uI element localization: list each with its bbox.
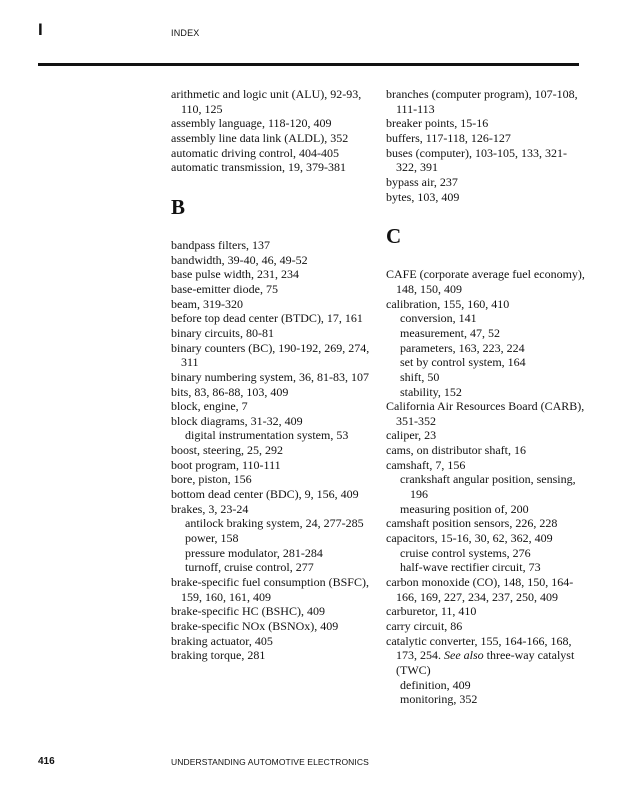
index-entry: cams, on distributor shaft, 16 [386,443,526,458]
index-entry: carbon monoxide (CO), 148, 150, 164-166, 169, 227, 234, 237, 250, 409 [386,575,574,604]
index-entry: block diagrams, 31-32, 409 [171,413,303,428]
index-entry: bypass air, 237 [386,174,458,189]
index-entry: bytes, 103, 409 [386,189,460,204]
index-entry: carburetor, 11, 410 [386,604,477,619]
index-entry: automatic transmission, 19, 379-381 [171,160,346,175]
index-entry: assembly line data link (ALDL), 352 [171,130,349,145]
index-entry: bore, piston, 156 [171,472,252,487]
index-entry: boost, steering, 25, 292 [171,443,283,458]
section-letter: I [38,20,43,39]
index-entry: brake-specific NOx (BSNOx), 409 [171,619,339,633]
index-entry: braking actuator, 405 [171,633,273,648]
index-subentry: parameters, 163, 223, 224 [400,340,525,355]
index-entry: buses (computer), 103-105, 133, 321-322, 391 [386,145,567,175]
index-entry: carry circuit, 86 [386,619,463,633]
index-entry: bits, 83, 86-88, 103, 409 [171,384,289,399]
index-subentry: set by control system, 164 [400,355,526,370]
index-entry: brake-specific fuel consumption (BSFC), 159, 160, 161, 409 [171,575,369,604]
index-entry: California Air Resources Board (CARB), 351-352 [386,399,585,428]
see-also-label: See also [444,648,484,663]
index-entry: arithmetic and logic unit (ALU), 92-93, 110, 125 [171,87,362,116]
see-also-target: three-way catalyst (TWC) [396,648,575,677]
index-entry: CAFE (corporate average fuel economy), 148, 150, 409 [386,267,585,296]
index-entry: boot program, 110-111 [171,457,281,472]
index-entry: block, engine, 7 [171,399,248,414]
index-subentry: half-wave rectifier circuit, 73 [400,560,541,575]
index-subentry: measurement, 47, 52 [400,325,500,340]
entries-top-left [171,87,371,175]
index-subentry: turnoff, cruise control, 277 [185,560,314,575]
index-entry: brakes, 3, 23-24 [171,501,249,516]
index-entry: camshaft, 7, 156 [386,457,466,472]
right-column [386,87,586,707]
index-subentry: definition, 409 [400,677,471,692]
index-subentry: stability, 152 [400,384,462,399]
entry-text: catalytic converter, 155, 164-166, 168, 173, 254. [386,633,572,663]
index-subentry: monitoring, 352 [400,692,478,707]
index-entry: automatic driving control, 404-405 [171,145,339,160]
index-entry: calibration, 155, 160, 410 [386,296,510,311]
entries-b [171,238,371,663]
index-subentry: conversion, 141 [400,311,477,326]
index-entry: buffers, 117-118, 126-127 [386,130,511,145]
index-entry: braking torque, 281 [171,648,266,663]
index-entry: bandpass filters, 137 [171,237,270,252]
index-subentry: pressure modulator, 281-284 [185,545,323,560]
index-entry: capacitors, 15-16, 30, 62, 362, 409 [386,531,553,546]
page-number: 416 [38,756,55,767]
index-entry: binary counters (BC), 190-192, 269, 274, 311 [171,340,370,370]
index-entry-catalytic-converter [386,634,586,678]
index-entry: before top dead center (BTDC), 17, 161 [171,311,363,326]
header-rule [38,63,579,66]
index-entry: caliper, 23 [386,428,437,443]
index-subentry: digital instrumentation system, 53 [185,428,349,443]
entries-c [386,267,586,707]
page-title: INDEX [171,28,200,38]
index-entry: brake-specific HC (BSHC), 409 [171,604,325,619]
index-subentry: shift, 50 [400,369,440,384]
index-entry: bandwidth, 39-40, 46, 49-52 [171,252,308,267]
letter-heading-b: B [171,194,186,219]
index-entry: assembly language, 118-120, 409 [171,116,332,131]
index-entry: branches (computer program), 107-108, 111-113 [386,87,578,116]
index-entry: binary circuits, 80-81 [171,325,274,340]
index-entry: bottom dead center (BDC), 9, 156, 409 [171,487,359,502]
index-subentry: antilock braking system, 24, 277-285 [185,516,364,531]
index-subentry: measuring position of, 200 [400,501,529,516]
letter-heading-c: C [386,224,402,249]
entries-top-right [386,87,586,204]
index-entry: base pulse width, 231, 234 [171,267,299,282]
index-entry: camshaft position sensors, 226, 228 [386,516,558,531]
book-title: UNDERSTANDING AUTOMOTIVE ELECTRONICS [171,757,369,767]
index-entry: breaker points, 15-16 [386,116,489,131]
index-subentry: power, 158 [185,531,239,546]
index-entry: base-emitter diode, 75 [171,281,278,296]
index-subentry: crankshaft angular position, sensing, 196 [400,472,576,502]
left-column [171,87,371,663]
index-subentry: cruise control systems, 276 [400,545,531,560]
index-entry: binary numbering system, 36, 81-83, 107 [171,369,369,384]
index-entry: beam, 319-320 [171,296,243,311]
